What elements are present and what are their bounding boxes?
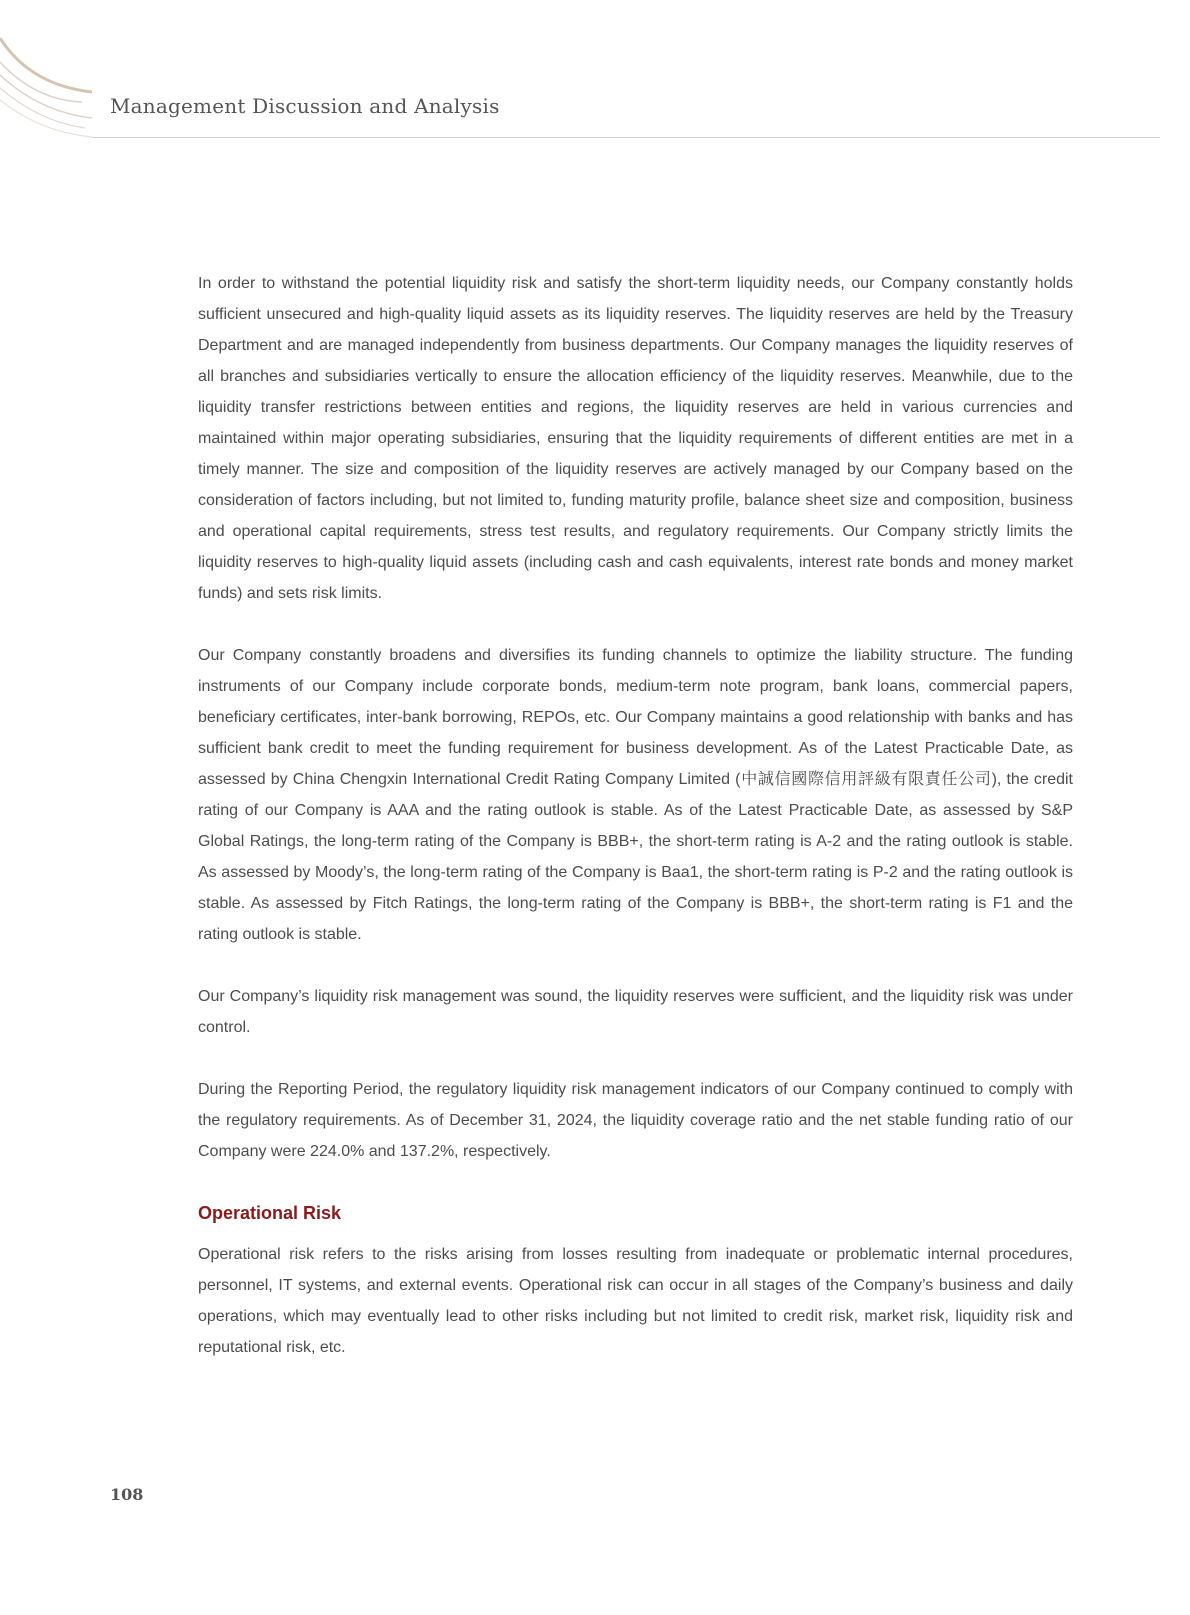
header-divider — [92, 137, 1160, 138]
main-content — [198, 268, 1073, 1394]
paragraph: During the Reporting Period, the regulatory liquidity risk management indicators of our Company continued to comply with the regulatory requirements. As of December 31, 2024, the liquidity coverage ratio and the net stable funding ratio of our Company were 224.0% and 137.2%, respectively. — [198, 1081, 1073, 1160]
paragraph: Our Company’s liquidity risk management was sound, the liquidity reserves were sufficient, and the liquidity risk was under control. — [198, 988, 1073, 1036]
page-header-title: Management Discussion and Analysis — [110, 94, 500, 118]
section-heading: Operational Risk — [198, 1203, 342, 1223]
decorative-arcs-icon — [0, 0, 100, 145]
page-number: 108 — [110, 1485, 144, 1504]
paragraph: In order to withstand the potential liquidity risk and satisfy the short-term liquidity needs, our Company constantly holds sufficient unsecured and high-quality liquid assets as its liquidity reserves. The liquidity reserves are held by the Treasury Department and are managed independently from business departments. Our Company manages the liquidity reserves of all branches and subsidiaries vertically to ensure the allocation efficiency of the liquidity reserves. Meanwhile, due to the liquidity transfer restrictions between entities and regions, the liquidity reserves are held in various currencies and maintained within major operating subsidiaries, ensuring that the liquidity requirements of different entities are met in a timely manner. The size and composition of the liquidity reserves are actively managed by our Company based on the consideration of factors including, but not limited to, funding maturity profile, balance sheet size and composition, business and operational capital requirements, stress test results, and regulatory requirements. Our Company strictly limits the liquidity reserves to high-quality liquid assets (including cash and cash equivalents, interest rate bonds and money market funds) and sets risk limits. — [198, 275, 1073, 602]
paragraph: Operational risk refers to the risks arising from losses resulting from inadequate or problematic internal procedures, personnel, IT systems, and external events. Operational risk can occur in all stages of the Company’s business and daily operations, which may eventually lead to other risks including but not limited to credit risk, market risk, liquidity risk and reputational risk, etc. — [198, 1246, 1073, 1356]
paragraph: Our Company constantly broadens and diversifies its funding channels to optimize the liability structure. The funding instruments of our Company include corporate bonds, medium-term note program, bank loans, commercial papers, beneficiary certificates, inter-bank borrowing, REPOs, etc. Our Company maintains a good relationship with banks and has sufficient bank credit to meet the funding requirement for business development. As of the Latest Practicable Date, as assessed by China Chengxin International Credit Rating Company Limited (中誠信國際信用評級有限責任公司), the credit rating of our Company is AAA and the rating outlook is stable. As of the Latest Practicable Date, as assessed by S&P Global Ratings, the long-term rating of the Company is BBB+, the short-term rating is A-2 and the rating outlook is stable. As assessed by Moody’s, the long-term rating of the Company is Baa1, the short-term rating is P-2 and the rating outlook is stable. As assessed by Fitch Ratings, the long-term rating of the Company is BBB+, the short-term rating is F1 and the rating outlook is stable. — [198, 647, 1073, 943]
